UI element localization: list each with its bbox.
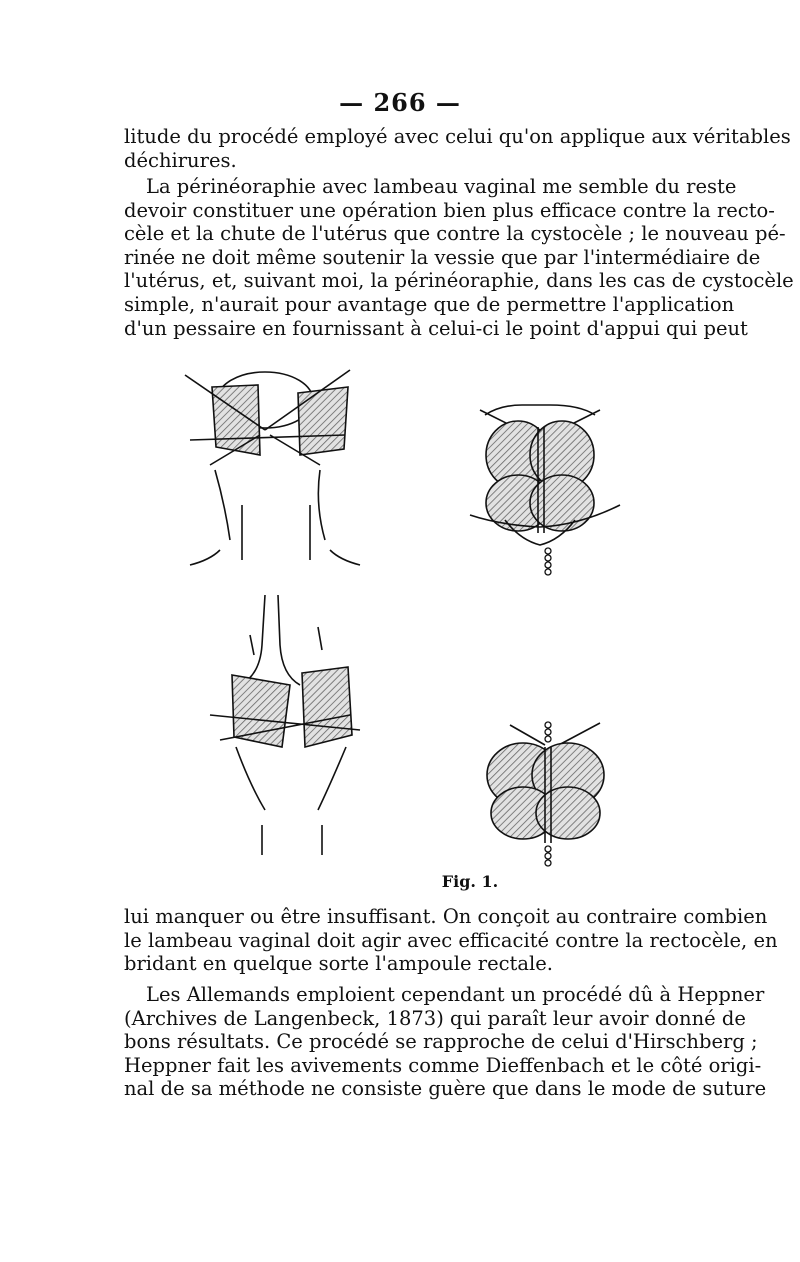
text-line: (Archives de Langenbeck, 1873) qui paraît leur avoir donné de (124, 1006, 746, 1030)
suture-chain (545, 548, 551, 575)
diagram-top-left (185, 370, 360, 565)
text-line: bons résultats. Ce procédé se rapproche de celui d'Hirschberg ; (124, 1030, 758, 1054)
text-line: Les Allemands emploient cependant un procédé dû à Heppner (146, 983, 765, 1006)
text-line: bridant en quelque sorte l'ampoule rectale. (124, 952, 553, 976)
text-line: déchirures. (124, 148, 237, 172)
paragraph-2 (124, 175, 794, 340)
suture-chain (545, 846, 551, 866)
paragraph-3 (124, 905, 778, 976)
surgical-illustration (150, 355, 690, 875)
figure-caption (0, 872, 800, 891)
text-line: La périnéoraphie avec lambeau vaginal me semble du reste (146, 175, 737, 198)
text-line: rinée ne doit même soutenir la vessie que par l'intermédiaire de (124, 245, 761, 269)
paragraph-4 (124, 983, 767, 1101)
text-line: Heppner fait les avivements comme Dieffenbach et le côté origi- (124, 1053, 762, 1077)
text-line: l'utérus, et, suivant moi, la périnéoraphie, dans les cas de cystocèle (124, 269, 794, 293)
text-line: simple, n'aurait pour avantage que de permettre l'application (124, 292, 735, 316)
suture-chain (545, 722, 551, 742)
text-line: d'un pessaire en fournissant à celui-ci le point d'appui qui peut (124, 316, 748, 340)
text-line: litude du procédé employé avec celui qu'on applique aux véritables (124, 125, 791, 148)
text-line: devoir constituer une opération bien plus efficace contre la recto- (124, 198, 775, 222)
diagram-bottom-right (487, 722, 604, 866)
diagram-top-right (470, 405, 620, 575)
text-line: nal de sa méthode ne consiste guère que dans le mode de suture (124, 1077, 767, 1101)
text-line: le lambeau vaginal doit agir avec efficacité contre la rectocèle, en (124, 928, 778, 952)
figure-caption-text: Fig. 1. (441, 872, 499, 891)
page-number: — 266 — (339, 88, 461, 117)
diagram-bottom-left (210, 595, 360, 855)
text-line: lui manquer ou être insuffisant. On conçoit au contraire combien (124, 905, 768, 928)
text-line: cèle et la chute de l'utérus que contre la cystocèle ; le nouveau pé- (124, 222, 786, 246)
paragraph-1 (124, 125, 791, 172)
